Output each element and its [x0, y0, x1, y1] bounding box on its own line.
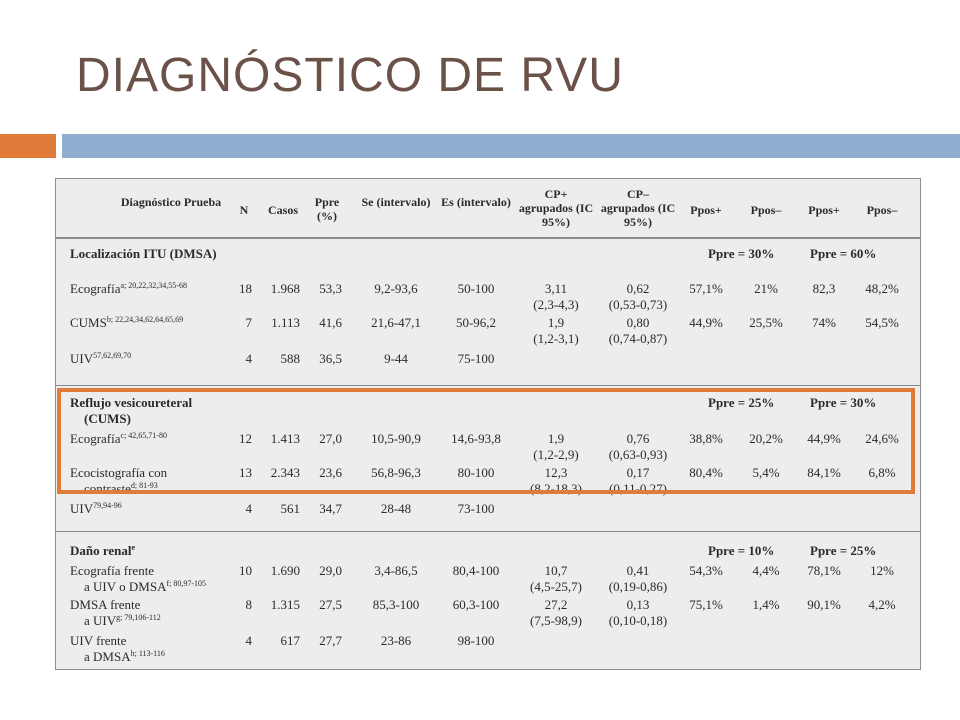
header-cp-neg: CP– agrupados (IC 95%) — [600, 187, 676, 229]
cell-casos: 1.690 — [270, 563, 300, 578]
cell-prueba: UIV — [70, 501, 94, 516]
cell-ppos-pos-1: 44,9% — [689, 315, 723, 330]
cell-cp-neg-ic: (0,11-0,27) — [608, 481, 667, 496]
cell-n: 4 — [245, 633, 252, 648]
cell-cp-neg-ic: (0,74-0,87) — [608, 331, 668, 346]
cell-ppos-neg-1: 25,5% — [749, 315, 783, 330]
section-ppre-b: Ppre = 30% — [810, 395, 877, 410]
cell-casos: 1.315 — [270, 597, 300, 612]
cell-cp-neg: 0,17 — [626, 465, 650, 480]
cell-ppos-pos-1: 54,3% — [689, 563, 723, 578]
header-rule — [56, 237, 920, 239]
cell-prueba: UIV — [70, 351, 94, 366]
cell-n: 4 — [245, 501, 252, 516]
header-prueba: Diagnóstico Prueba — [120, 195, 222, 209]
cell-ppre: 27,5 — [319, 597, 342, 612]
cell-n: 18 — [239, 281, 252, 296]
cell-es: 50-96,2 — [455, 315, 497, 330]
cell-cp-neg: 0,80 — [626, 315, 650, 330]
cell-cp-pos: 1,9 — [547, 315, 565, 330]
cell-refs: 57,62,69,70 — [93, 351, 132, 360]
header-ppos-pos-2: Ppos+ — [808, 203, 840, 217]
cell-se: 9-44 — [384, 351, 408, 366]
cell-casos: 588 — [280, 351, 300, 366]
section-rule — [56, 531, 920, 532]
cell-ppre: 27,7 — [319, 633, 342, 648]
header-ppre: Ppre (%) — [314, 195, 340, 223]
cell-casos: 617 — [280, 633, 300, 648]
cell-cp-pos: 1,9 — [547, 431, 565, 446]
cell-se: 10,5-90,9 — [371, 431, 421, 446]
section-ppre-b: Ppre = 25% — [810, 543, 877, 558]
cell-prueba: DMSA frente — [70, 597, 141, 612]
cell-ppos-pos-1: 38,8% — [689, 431, 723, 446]
header-ppos-neg-2: Ppos– — [866, 203, 898, 217]
cell-ppos-neg-1: 21% — [754, 281, 778, 296]
cell-prueba-2: a DMSA — [84, 649, 131, 664]
cell-n: 12 — [239, 431, 252, 446]
cell-ppos-neg-1: 5,4% — [752, 465, 780, 480]
header-ppos-neg-1: Ppos– — [750, 203, 782, 217]
cell-se: 23-86 — [380, 633, 412, 648]
cell-n: 4 — [245, 351, 252, 366]
cell-ppos-neg-2: 54,5% — [865, 315, 899, 330]
accent-bar-blue — [62, 134, 960, 158]
cell-n: 8 — [245, 597, 252, 612]
cell-ppre: 23,6 — [319, 465, 342, 480]
section-ppre-a: Ppre = 30% — [708, 246, 775, 261]
header-cp-pos: CP+ agrupados (IC 95%) — [518, 187, 594, 229]
cell-cp-pos: 3,11 — [544, 281, 568, 296]
cell-cp-neg-ic: (0,63-0,93) — [608, 447, 668, 462]
cell-casos: 1.968 — [270, 281, 300, 296]
cell-cp-pos: 27,2 — [544, 597, 568, 612]
cell-refs: h; 113-116 — [130, 649, 165, 658]
cell-ppos-neg-2: 48,2% — [865, 281, 899, 296]
cell-prueba: UIV frente — [70, 633, 127, 648]
cell-n: 13 — [239, 465, 252, 480]
section-ppre-a: Ppre = 10% — [708, 543, 775, 558]
cell-ppos-pos-1: 57,1% — [689, 281, 723, 296]
cell-casos: 1.413 — [270, 431, 300, 446]
section-rule — [56, 385, 920, 386]
section-title: Daño renal — [70, 543, 132, 558]
cell-ppos-pos-2: 84,1% — [807, 465, 841, 480]
cell-ppos-neg-2: 24,6% — [865, 431, 899, 446]
cell-cp-pos-ic: (2,3-4,3) — [533, 297, 579, 312]
cell-cp-pos-ic: (4,5-25,7) — [530, 579, 582, 594]
cell-se: 56,8-96,3 — [371, 465, 421, 480]
diagnostic-table — [55, 178, 921, 670]
cell-es: 14,6-93,8 — [451, 431, 501, 446]
cell-cp-pos-ic: (1,2-2,9) — [533, 447, 579, 462]
cell-se: 85,3-100 — [372, 597, 420, 612]
section-title-ref: e — [131, 543, 136, 552]
cell-es: 60,3-100 — [452, 597, 500, 612]
cell-cp-pos: 10,7 — [544, 563, 568, 578]
section-title-2: (CUMS) — [84, 411, 131, 426]
cell-se: 9,2-93,6 — [374, 281, 418, 296]
cell-ppre: 27,0 — [319, 431, 342, 446]
cell-refs: c; 42,65,71-80 — [120, 431, 167, 440]
cell-refs: 79,94-96 — [93, 501, 122, 510]
cell-cp-neg: 0,76 — [626, 431, 650, 446]
section-ppre-a: Ppre = 25% — [708, 395, 775, 410]
cell-ppos-neg-1: 4,4% — [752, 563, 780, 578]
cell-cp-neg-ic: (0,19-0,86) — [608, 579, 668, 594]
cell-ppos-neg-2: 12% — [870, 563, 894, 578]
cell-prueba: Ecografía — [70, 431, 121, 446]
cell-ppos-pos-1: 80,4% — [689, 465, 723, 480]
cell-cp-pos-ic: (1,2-3,1) — [533, 331, 579, 346]
cell-refs: f; 80,97-105 — [166, 579, 207, 588]
cell-refs: b; 22,24,34,62,64,65,69 — [106, 315, 184, 324]
cell-prueba: Ecografía frente — [70, 563, 155, 578]
cell-es: 75-100 — [457, 351, 495, 366]
cell-cp-pos-ic: (8,2-18,3) — [530, 481, 582, 496]
cell-ppre: 41,6 — [319, 315, 342, 330]
cell-casos: 561 — [280, 501, 300, 516]
cell-refs: d; 81-93 — [130, 481, 158, 490]
cell-ppos-neg-2: 6,8% — [868, 465, 896, 480]
cell-prueba: CUMS — [70, 315, 107, 330]
cell-ppos-neg-1: 1,4% — [752, 597, 780, 612]
cell-cp-neg: 0,41 — [626, 563, 650, 578]
header-n: N — [239, 203, 249, 217]
cell-prueba: Ecocistografía con — [70, 465, 168, 480]
cell-prueba: Ecografía — [70, 281, 121, 296]
cell-prueba-2: a UIV — [84, 613, 117, 628]
header-es: Es (intervalo) — [441, 195, 511, 209]
cell-refs: a; 20,22,32,34,55-68 — [120, 281, 187, 290]
cell-ppos-neg-1: 20,2% — [749, 431, 783, 446]
cell-cp-neg-ic: (0,53-0,73) — [608, 297, 668, 312]
header-casos: Casos — [267, 203, 298, 217]
cell-es: 73-100 — [457, 501, 495, 516]
cell-cp-neg: 0,13 — [626, 597, 650, 612]
cell-casos: 1.113 — [271, 315, 300, 330]
cell-es: 50-100 — [457, 281, 495, 296]
cell-n: 10 — [239, 563, 252, 578]
cell-n: 7 — [245, 315, 252, 330]
cell-ppos-pos-2: 90,1% — [807, 597, 841, 612]
cell-ppos-pos-1: 75,1% — [689, 597, 723, 612]
cell-cp-pos-ic: (7,5-98,9) — [530, 613, 582, 628]
header-se: Se (intervalo) — [361, 195, 431, 209]
cell-es: 80-100 — [457, 465, 495, 480]
slide-title: DIAGNÓSTICO DE RVU — [76, 49, 624, 102]
section-title: Localización ITU (DMSA) — [70, 246, 217, 261]
section-ppre-b: Ppre = 60% — [810, 246, 877, 261]
cell-se: 28-48 — [380, 501, 412, 516]
cell-ppre: 29,0 — [319, 563, 342, 578]
cell-se: 3,4-86,5 — [374, 563, 418, 578]
cell-ppre: 53,3 — [319, 281, 342, 296]
cell-se: 21,6-47,1 — [371, 315, 421, 330]
accent-bar-orange — [0, 134, 56, 158]
cell-ppos-pos-2: 44,9% — [807, 431, 841, 446]
cell-ppre: 36,5 — [319, 351, 342, 366]
cell-prueba-2: contraste — [84, 481, 131, 496]
cell-cp-pos: 12,3 — [544, 465, 568, 480]
cell-es: 98-100 — [457, 633, 495, 648]
header-ppos-pos-1: Ppos+ — [690, 203, 722, 217]
cell-ppos-pos-2: 78,1% — [807, 563, 841, 578]
cell-cp-neg-ic: (0,10-0,18) — [608, 613, 668, 628]
cell-es: 80,4-100 — [452, 563, 500, 578]
section-title: Reflujo vesicoureteral — [70, 395, 193, 410]
cell-ppos-neg-2: 4,2% — [868, 597, 896, 612]
cell-casos: 2.343 — [270, 465, 300, 480]
cell-cp-neg: 0,62 — [626, 281, 650, 296]
cell-prueba-2: a UIV o DMSA — [84, 579, 167, 594]
cell-ppos-pos-2: 82,3 — [812, 281, 836, 296]
cell-refs: g; 79,106-112 — [116, 613, 161, 622]
cell-ppos-pos-2: 74% — [812, 315, 836, 330]
cell-ppre: 34,7 — [319, 501, 342, 516]
